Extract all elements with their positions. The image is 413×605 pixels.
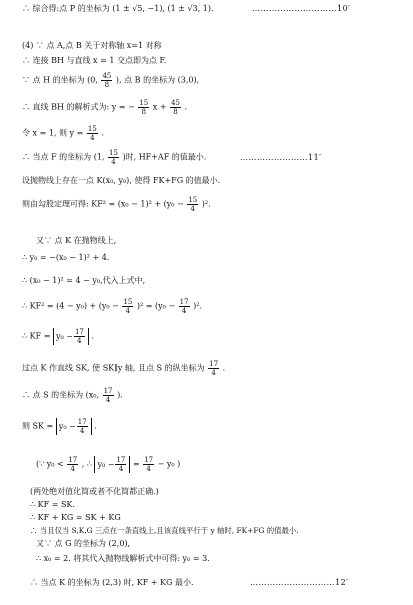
step-construct-sk [22,360,225,377]
fraction: $\frac{15}{4}$ [123,298,133,315]
fraction: $\frac{17}{4}$ [144,456,154,473]
step-text: ∴ KF² = (4 − y₀) + (y₀ − [22,301,119,311]
result-text: ∴ 综合得:点 P 的坐标为 (1 ± √5, −1), (1 ± √3, 1). [22,4,214,13]
step-text: )². [193,301,203,311]
final-answer-k [30,578,194,588]
fraction: $\frac{15}{4}$ [188,196,198,213]
step-text: ∴ 点 S 的坐标为 (x₀, [22,390,100,400]
fraction: $\frac{15}{4}$ [87,125,97,142]
step-text: (∵ y₀ < [36,459,64,469]
step-text: ), 点 B 的坐标为 (3,0), [115,75,200,85]
step-text: = [132,459,140,469]
step-point-g [36,539,130,549]
step-text: ). [117,390,123,400]
score-dots: …………………………10′ [252,4,351,13]
step-connect-bh [22,56,166,66]
step-sk-abs [22,418,97,435]
score-mark-11 [240,153,322,163]
step-line-bh-equation [22,99,187,116]
absolute-value: y₀ − $\frac{17}{4}$ [56,418,92,435]
score-dots: ……………………11′ [240,153,322,162]
step-text: 令 x = 1, 则 y = [22,128,84,138]
absolute-value: y₀ − $\frac{17}{4}$ [94,456,130,473]
step-text: ∴ 直线 BH 的解析式为: y = − [22,102,135,112]
step-text: − y₀ ) [157,459,181,469]
score-mark-12 [250,578,349,588]
fraction: $\frac{45}{8}$ [102,72,112,89]
step-text: 设抛物线上存在一点 K(x₀, y₀), 使得 FK+FG 的值最小. [22,176,221,185]
step-text: 过点 K 作直线 SK, 使 SK∥y 轴, 且点 S 的纵坐标为 [22,363,205,373]
step-text: ∴ (x₀ − 1)² = 4 − y₀,代入上式中, [22,276,146,285]
step-let-x-1 [22,125,104,142]
step-text: 又∵ 点 K 在抛物线上, [36,236,117,245]
step-text: ∴ 当点 F 的坐标为 (1, [22,152,105,162]
step-text: ∴ KF = [22,331,51,341]
note-abs [30,487,159,497]
step-text: , ∴ [81,459,92,469]
step-text: ∴ x₀ = 2. 将其代入抛物线解析式中可得: y₀ = 3. [36,554,210,563]
step-text: 则 SK = [22,421,54,431]
fraction: $\frac{15}{8}$ [139,99,149,116]
part-4-text: (4) ∵ 点 A,点 B 关于对称轴 x=1 对称 [22,41,162,50]
step-abs-simplify [36,456,180,473]
step-text: )时, HF+AF 的值最小. [122,152,207,162]
fraction: $\frac{45}{8}$ [171,99,180,116]
step-text: . [101,128,104,138]
step-text: ∴ 当点 K 的坐标为 (2,3) 时, KF + KG 最小. [30,578,194,587]
step-text: . [91,331,94,341]
step-text: ∴ 连接 BH 与直线 x = 1 交点即为点 F. [22,56,167,65]
step-text: . [184,102,188,112]
absolute-value: y₀ − $\frac{17}{4}$ [53,328,89,345]
result-line-points-p [22,4,214,14]
step-point-s [22,387,123,404]
step-point-f [22,149,206,166]
step-text: . [94,421,97,431]
step-text: )². [201,199,211,209]
score-mark-10 [252,4,351,14]
step-text: ∴ KF + KG = SK + KG [30,513,121,522]
fraction: $\frac{17}{4}$ [179,298,189,315]
step-y0-expression [22,253,109,263]
fraction: $\frac{17}{4}$ [68,456,78,473]
part-4-heading [22,41,162,51]
step-x0-value [36,554,210,564]
fraction: $\frac{15}{4}$ [109,149,118,166]
step-text: )² = (y₀ − [136,301,176,311]
step-text: x + [152,102,167,112]
note-text: (两处绝对值化简或者不化简都正确.) [30,487,159,496]
step-kf-eq-sk [30,500,75,510]
step-kf-squared [22,298,202,315]
step-assume-k [22,176,220,186]
step-text: 则由勾股定理可得: KF² = (x₀ − 1)² + (y₀ − [22,199,184,209]
fraction: $\frac{17}{4}$ [103,387,113,404]
step-substitute [22,276,145,286]
step-text: ∵ 点 H 的坐标为 (0, [22,75,98,85]
step-text: ∴ KF = SK. [30,500,75,509]
step-text: ∴ y₀ = −(x₀ − 1)² + 4. [22,253,110,262]
step-text: ∴ 当且仅当 S,K,G 三点在一条直线上,且该直线平行于 y 轴时, FK+FG 的值最小. [30,526,299,535]
step-pythagoras-kf [22,196,211,213]
step-collinear [30,526,299,536]
step-sum-eq [30,513,121,523]
step-k-on-parabola [36,236,116,246]
fraction: $\frac{17}{4}$ [209,360,219,377]
step-kf-abs [22,328,94,345]
step-text: . [222,363,226,373]
score-dots: …………………………12′ [250,578,349,587]
step-coordinates-h-b [22,72,199,89]
step-text: 又∵ 点 G 的坐标为 (2,0), [36,539,131,548]
